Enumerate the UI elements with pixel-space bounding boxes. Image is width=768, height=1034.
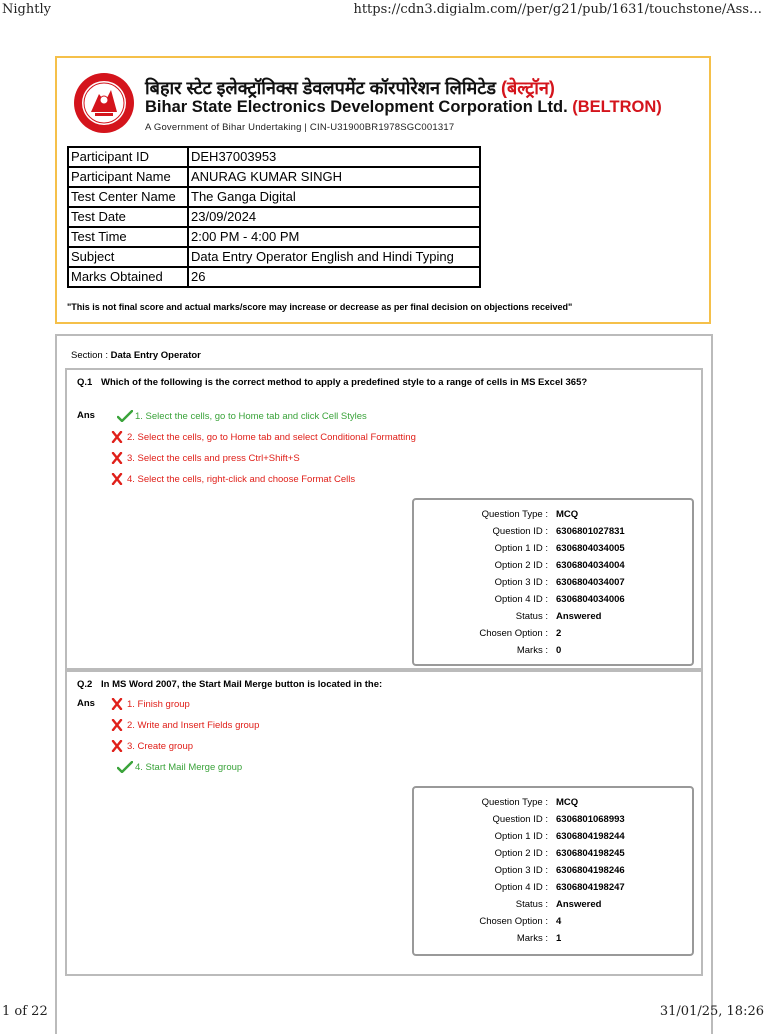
participant-key: Participant ID [68,147,188,167]
meta-row [414,898,692,912]
meta-row [414,627,692,641]
participant-key: Test Time [68,227,188,247]
participant-table [67,146,481,288]
option-item [109,452,300,464]
meta-value: 6306804034007 [556,577,625,588]
meta-label: Status : [515,611,548,622]
participant-value: 23/09/2024 [188,207,480,227]
participant-key: Participant Name [68,167,188,187]
cross-icon [109,473,125,485]
meta-row [414,644,692,658]
meta-row [414,542,692,556]
option-text: 1. Finish group [127,698,190,710]
meta-label: Marks : [516,933,548,944]
ans-label: Ans [77,698,95,709]
meta-value: 6306804198246 [556,865,625,876]
print-datetime: 31/01/25, 18:26 [659,1004,764,1019]
meta-label: Option 3 ID : [494,577,548,588]
meta-label: Option 1 ID : [494,543,548,554]
browser-app-name: Nightly [2,2,51,17]
meta-row [414,881,692,895]
question-text [77,678,637,691]
section-name: Data Entry Operator [110,350,201,361]
meta-row [414,610,692,624]
meta-label: Question ID : [492,814,548,825]
option-text: 3. Select the cells and press Ctrl+Shift+S [127,452,300,464]
participant-key: Test Date [68,207,188,227]
meta-label: Marks : [516,645,548,656]
meta-row [414,525,692,539]
meta-label: Question Type : [481,509,548,520]
meta-value: 6306804198245 [556,848,625,859]
meta-row [414,559,692,573]
meta-row [414,508,692,522]
meta-row [414,830,692,844]
check-icon [117,761,133,773]
cross-icon [109,719,125,731]
section-container [55,334,713,1034]
meta-value: 6306804034006 [556,594,625,605]
meta-value: 6306804198244 [556,831,625,842]
participant-row [68,207,480,227]
option-item [117,761,242,773]
page-counter: 1 of 22 [2,1004,48,1019]
meta-label: Question Type : [481,797,548,808]
meta-value: 4 [556,916,562,927]
cross-icon [109,452,125,464]
meta-label: Option 3 ID : [494,865,548,876]
meta-value: 2 [556,628,562,639]
meta-value: MCQ [556,797,579,808]
option-item [117,410,367,422]
question-number: Q.2 [77,679,93,690]
meta-row [414,593,692,607]
question-body: Which of the following is the correct method to apply a predefined style to a range of cells in MS Excel 365? [101,377,588,388]
participant-key: Subject [68,247,188,267]
question-card [65,670,703,976]
cross-icon [109,740,125,752]
ans-label: Ans [77,410,95,421]
participant-row [68,187,480,207]
meta-label: Chosen Option : [479,628,548,639]
meta-label: Chosen Option : [479,916,548,927]
meta-row [414,847,692,861]
participant-key: Test Center Name [68,187,188,207]
hindi-title [145,76,555,100]
meta-label: Question ID : [492,526,548,537]
meta-value: Answered [556,899,602,910]
question-text [77,376,637,389]
cross-icon [109,698,125,710]
hindi-title-main: बिहार स्टेट इलेक्ट्रॉनिक्स डेवलपमेंट कॉरपोरेशन लिमिटेड [145,78,497,98]
meta-value: 6306801027831 [556,526,625,537]
browser-footer [0,1002,768,1024]
question-body: In MS Word 2007, the Start Mail Merge button is located in the: [101,679,383,690]
meta-row [414,915,692,929]
browser-url[interactable]: https://cdn3.digialm.com//per/g21/pub/1631/touchstone/Ass… [353,2,762,17]
disclaimer-text: "This is not final score and actual marks/score may increase or decrease as per final decision on objections received" [67,302,573,312]
participant-value: ANURAG KUMAR SINGH [188,167,480,187]
participant-value: Data Entry Operator English and Hindi Typing [188,247,480,267]
check-icon [117,410,133,422]
participant-row [68,267,480,287]
cross-icon [109,431,125,443]
option-item [109,431,416,443]
meta-value: 0 [556,645,562,656]
option-text: 1. Select the cells, go to Home tab and click Cell Styles [135,410,367,422]
participant-value: The Ganga Digital [188,187,480,207]
option-item [109,698,190,710]
participant-value: 2:00 PM - 4:00 PM [188,227,480,247]
header-card [55,56,711,324]
meta-row [414,932,692,946]
meta-label: Option 4 ID : [494,882,548,893]
section-label [71,350,201,361]
meta-label: Status : [515,899,548,910]
meta-value: 6306804198247 [556,882,625,893]
browser-header [0,0,768,20]
participant-row [68,247,480,267]
meta-value: 1 [556,933,562,944]
option-text: 2. Write and Insert Fields group [127,719,260,731]
option-text: 3. Create group [127,740,194,752]
section-prefix: Section : [71,350,111,361]
meta-label: Option 2 ID : [494,560,548,571]
english-title-accent: (BELTRON) [572,98,662,116]
option-text: 2. Select the cells, go to Home tab and select Conditional Formatting [127,431,416,443]
beltron-logo-icon [73,72,135,134]
option-text: 4. Select the cells, right-click and choose Format Cells [127,473,356,485]
meta-row [414,576,692,590]
participant-value: 26 [188,267,480,287]
question-meta-panel [412,498,694,666]
meta-value: 6306801068993 [556,814,625,825]
header-subline: A Government of Bihar Undertaking | CIN-U31900BR1978SGC001317 [145,122,455,133]
option-item [109,473,355,485]
option-text: 4. Start Mail Merge group [135,761,243,773]
meta-value: MCQ [556,509,579,520]
option-item [109,719,259,731]
english-title [145,98,662,117]
meta-value: 6306804034004 [556,560,625,571]
participant-row [68,147,480,167]
meta-label: Option 4 ID : [494,594,548,605]
meta-row [414,813,692,827]
meta-value: 6306804034005 [556,543,625,554]
option-item [109,740,193,752]
meta-row [414,796,692,810]
participant-value: DEH37003953 [188,147,480,167]
meta-label: Option 2 ID : [494,848,548,859]
meta-value: Answered [556,611,602,622]
english-title-main: Bihar State Electronics Development Corporation Ltd. [145,98,568,116]
question-meta-panel [412,786,694,956]
question-number: Q.1 [77,377,93,388]
participant-key: Marks Obtained [68,267,188,287]
participant-row [68,167,480,187]
question-card [65,368,703,670]
meta-label: Option 1 ID : [494,831,548,842]
participant-row [68,227,480,247]
meta-row [414,864,692,878]
hindi-title-accent: (बेल्ट्रॉन) [501,78,555,98]
